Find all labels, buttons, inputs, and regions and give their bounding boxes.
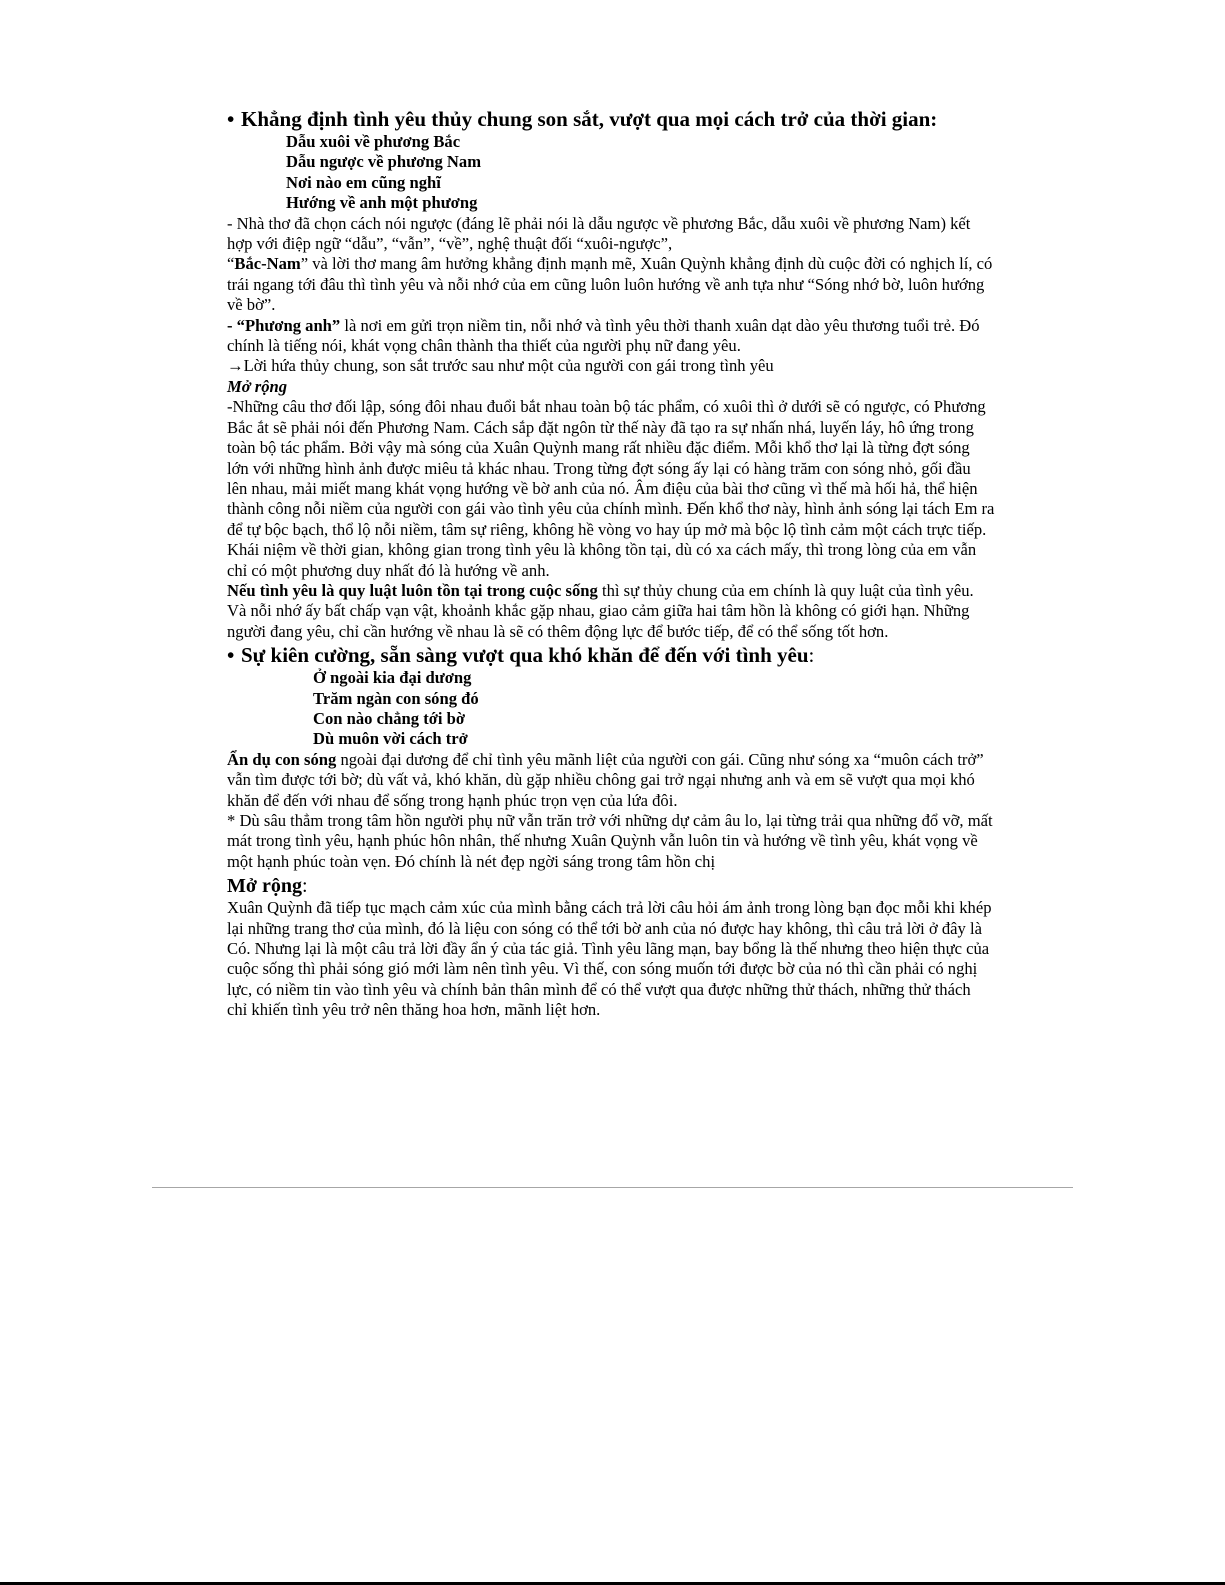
- poem-line: Ở ngoài kia đại dương: [313, 668, 472, 688]
- poem-line: Trăm ngàn con sóng đó: [313, 688, 479, 708]
- poem-line: Dẫu ngược về phương Nam: [286, 152, 482, 172]
- quote-mark: “: [227, 254, 235, 274]
- bold-phrase: Bắc-Nam: [234, 254, 301, 274]
- paragraph: [227, 316, 995, 357]
- poem-stanza-1: [227, 132, 995, 214]
- bold-phrase: Nếu tình yêu là quy luật luôn tồn tại trong cuộc sống: [227, 580, 598, 600]
- page-content: [227, 106, 995, 1021]
- page-divider: [152, 1187, 1073, 1188]
- paragraph-text: ” và lời thơ mang âm hưởng khẳng định mạnh mẽ, Xuân Quỳnh khẳng định dù cuộc đời có nghịch lí, có trái ngang tới đâu thì tình yêu và nỗi nhớ của em cũng luôn luôn hướng về anh tựa như “Sóng nhớ bờ, luôn hướng về bờ”.: [227, 254, 993, 315]
- paragraph: Xuân Quỳnh đã tiếp tục mạch cảm xúc của mình bằng cách trả lời câu hỏi ám ảnh trong lòng bạn đọc mỗi khi khép lại những trang thơ của mình, đó là liệu con sóng có thể tới bờ anh của nó được hay không, thì câu trả lời ở đây là Có. Nhưng lại là một câu trả lời đầy ẩn ý của tác giả. Tình yêu lãng mạn, bay bổng là thế nhưng theo hiện thực của cuộc sống thì phải sóng gió mới làm nên tình yêu. Vì thế, con sóng muốn tới được bờ của nó thì cần phải có nghị lực, có niềm tin vào tình yêu và chính bản thân mình để có thể vượt qua được những thử thách, những thử thách chỉ khiến tình yêu trở nên thăng hoa hơn, mãnh liệt hơn.: [227, 898, 992, 1020]
- bold-phrase: Ẩn dụ con sóng: [227, 749, 337, 769]
- subheading-mo-rong-2: [227, 874, 995, 898]
- paragraph: [227, 356, 995, 376]
- bullet-icon: •: [227, 643, 235, 668]
- paragraph: [227, 581, 995, 642]
- section-heading-2: [227, 642, 995, 668]
- paragraph-text: thì sự thủy chung của em chính là quy luật của tình yêu. Và nỗi nhớ ấy bất chấp vạn vật, khoảnh khắc gặp nhau, giao cảm giữa hai tâm hồn là không có giới hạn. Những người đang yêu, chỉ cần hướng về nhau là sẽ có thêm động lực để bước tiếp, để có thể sống tốt hơn.: [227, 580, 974, 641]
- paragraph: [227, 750, 995, 811]
- heading-colon: :: [808, 643, 815, 668]
- subheading-mo-rong: Mở rộng: [227, 376, 288, 396]
- arrow-icon: →: [227, 356, 244, 376]
- section-heading-1: [227, 106, 995, 132]
- poem-line: Con nào chẳng tới bờ: [313, 708, 466, 728]
- poem-line: Hướng về anh một phương: [286, 193, 478, 213]
- subheading-text: Mở rộng: [227, 875, 302, 898]
- paragraph-text: ngoài đại dương để chỉ tình yêu mãnh liệt của người con gái. Cũng như sóng xa “muôn cách trở” vẫn tìm được tới bờ; dù vất vả, khó khăn, dù gặp nhiều chông gai trở ngại nhưng anh và em sẽ vượt qua mọi khó khăn để đến với nhau để sống trong hạnh phúc trọn vẹn của lứa đôi.: [227, 749, 984, 810]
- paragraph: [227, 254, 995, 315]
- poem-stanza-2: [227, 668, 995, 750]
- paragraph: * Dù sâu thẳm trong tâm hồn người phụ nữ vẫn trăn trở với những dự cảm âu lo, lại từng trải qua những đổ vỡ, mất mát trong tình yêu, hạnh phúc hôn nhân, thế nhưng Xuân Quỳnh vẫn luôn tin và hướng về tình yêu, khát vọng về một hạnh phúc toàn vẹn. Đó chính là nét đẹp ngời sáng trong tâm hồn chị: [227, 811, 993, 871]
- subheading-colon: :: [301, 875, 308, 898]
- paragraph-text: là nơi em gửi trọn niềm tin, nỗi nhớ và tình yêu thời thanh xuân dạt dào yêu thương tuổi trẻ. Đó chính là tiếng nói, khát vọng chân thành tha thiết của người phụ nữ đang yêu.: [227, 315, 980, 356]
- paragraph: - Nhà thơ đã chọn cách nói ngược (đáng lẽ phải nói là dẫu ngược về phương Bắc, dẫu xuôi về phương Nam) kết hợp với điệp ngữ “dẫu”, “vẫn”, “về”, nghệ thuật đối “xuôi-ngược”,: [227, 213, 971, 254]
- paragraph: -Những câu thơ đối lập, sóng đôi nhau đuổi bắt nhau toàn bộ tác phẩm, có xuôi thì ở dưới sẽ có ngược, có Phương Bắc ắt sẽ phải nói đến Phương Nam. Cách sắp đặt ngôn từ thế này đã tạo ra sự nhấn nhá, luyến láy, hô ứng trong toàn bộ tác phẩm. Bởi vậy mà sóng của Xuân Quỳnh mang rất nhiều đặc điểm. Mỗi khổ thơ lại là từng đợt sóng lớn với những hình ảnh được miêu tả khác nhau. Trong từng đợt sóng ấy lại có hàng trăm con sóng nhỏ, gối đầu lên nhau, mải miết mang khát vọng hướng về bờ anh của nó. Âm điệu của bài thơ cũng vì thế mà hối hả, thể hiện thành công nỗi niềm của người con gái vào tình yêu của chính mình. Đến khổ thơ này, hình ảnh sóng lại tách Em ra để tự bộc bạch, thổ lộ nỗi niềm, tâm sự riêng, không hề vòng vo hay úp mở mà bộc lộ tình cảm một cách trực tiếp. Khái niệm về thời gian, không gian trong tình yêu là không tồn tại, dù có xa cách mấy, thì trong lòng của em vẫn chỉ có một phương duy nhất đó là hướng về anh.: [227, 397, 995, 580]
- poem-line: Dẫu xuôi về phương Bắc: [286, 132, 461, 151]
- bullet-icon: •: [227, 107, 235, 131]
- heading-text: Sự kiên cường, sẵn sàng vượt qua khó khăn để đến với tình yêu: [241, 643, 809, 668]
- poem-line: Nơi nào em cũng nghĩ: [286, 172, 441, 192]
- paragraph-text: Lời hứa thủy chung, son sắt trước sau như một của người con gái trong tình yêu: [243, 356, 774, 376]
- bold-phrase: - “Phương anh”: [227, 315, 341, 335]
- poem-line: Dù muôn vời cách trở: [313, 729, 468, 749]
- heading-text: Khẳng định tình yêu thủy chung son sắt, vượt qua mọi cách trở của thời gian:: [241, 107, 938, 131]
